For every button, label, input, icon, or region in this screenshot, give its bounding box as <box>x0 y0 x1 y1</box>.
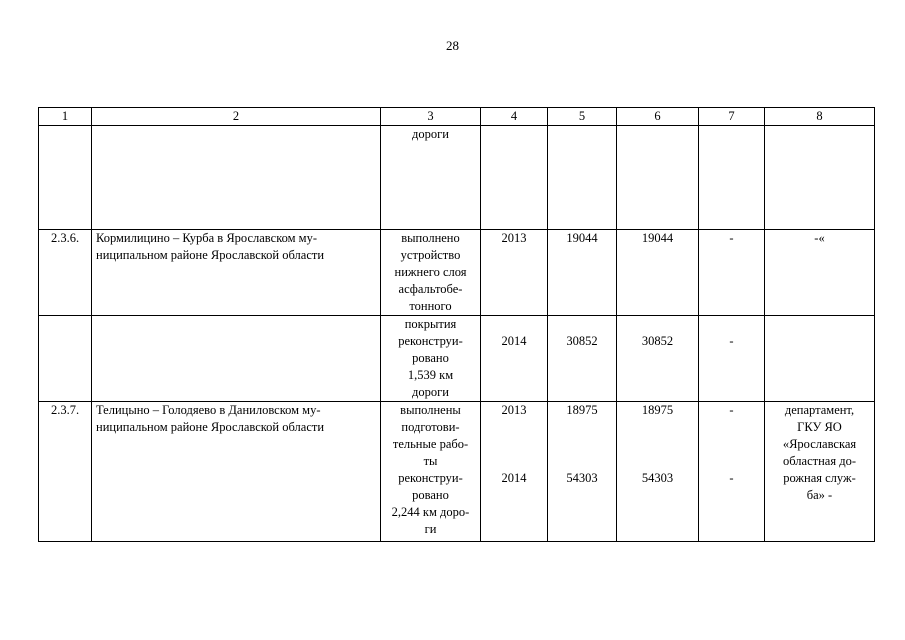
cell-col7: - <box>699 230 765 316</box>
object-name-line: Телицыно – Голодяево в Даниловском му- <box>96 403 321 417</box>
col7-value: - <box>729 471 734 485</box>
cell-col5 <box>548 402 617 542</box>
col5-value: 54303 <box>566 471 598 485</box>
cell-year <box>481 402 548 542</box>
responsible-line: рожная служ- <box>783 471 856 485</box>
work-line: устройство <box>400 248 461 262</box>
work-line: ровано <box>412 351 449 365</box>
cell-col5 <box>548 126 617 230</box>
work-line: нижнего слоя <box>394 265 467 279</box>
cell-year <box>481 126 548 230</box>
cell-object-name <box>92 126 381 230</box>
work-line: ги <box>424 522 437 536</box>
cell-col6 <box>617 126 699 230</box>
table-row <box>39 316 875 402</box>
table-row <box>39 126 875 230</box>
cell-work-description <box>381 126 481 230</box>
header-cell: 3 <box>381 108 481 126</box>
cell-object-name <box>92 316 381 402</box>
work-line: дороги <box>412 385 449 399</box>
work-line: 1,539 км <box>407 368 454 382</box>
header-cell: 7 <box>699 108 765 126</box>
cell-number <box>39 316 92 402</box>
cell-responsible <box>765 402 875 542</box>
header-row <box>39 108 875 126</box>
header-cell: 5 <box>548 108 617 126</box>
work-line: тельные рабо- <box>392 437 469 451</box>
header-cell: 8 <box>765 108 875 126</box>
cell-col5: 19044 <box>548 230 617 316</box>
col7-value: - <box>729 403 734 417</box>
cell-object-name <box>92 230 381 316</box>
cell-number: 2.3.6. <box>39 230 92 316</box>
cell-work-description <box>381 316 481 402</box>
col6-value: 54303 <box>641 471 674 485</box>
cell-work-description <box>381 230 481 316</box>
col5-value: 18975 <box>566 403 598 417</box>
cell-object-name <box>92 402 381 542</box>
work-line: реконструи- <box>398 471 463 485</box>
cell-number: 2.3.7. <box>39 402 92 542</box>
responsible-line: «Ярославская <box>782 437 857 451</box>
work-line: 2,244 км доро- <box>391 505 470 519</box>
object-name-line: Кормилицино – Курба в Ярославском му- <box>96 231 317 245</box>
cell-year: 2014 <box>481 316 548 402</box>
header-cell: 4 <box>481 108 548 126</box>
work-line: ты <box>423 454 438 468</box>
table-row <box>39 402 875 542</box>
cell-col7: - <box>699 316 765 402</box>
work-line: реконструи- <box>398 334 463 348</box>
cell-responsible <box>765 126 875 230</box>
work-line: выполнены <box>400 403 461 417</box>
cell-col6: 30852 <box>617 316 699 402</box>
cell-col7 <box>699 126 765 230</box>
year-value: 2014 <box>501 471 527 485</box>
work-line: выполнено <box>401 231 460 245</box>
cell-col6 <box>617 402 699 542</box>
responsible-line: ГКУ ЯО <box>797 420 842 434</box>
cell-col5: 30852 <box>548 316 617 402</box>
work-line: подготови- <box>401 420 460 434</box>
cell-col7 <box>699 402 765 542</box>
cell-responsible <box>765 316 875 402</box>
work-line: асфальтобе- <box>398 282 463 296</box>
cell-responsible: -« <box>765 230 875 316</box>
data-table <box>38 107 875 542</box>
work-line: ровано <box>412 488 449 502</box>
responsible-line: департамент, <box>784 403 855 417</box>
work-line: тонного <box>409 299 452 313</box>
header-cell: 6 <box>617 108 699 126</box>
object-name-line: ниципальном районе Ярославской области <box>96 420 325 434</box>
responsible-line: областная до- <box>783 454 856 468</box>
cell-year: 2013 <box>481 230 548 316</box>
work-line: покрытия <box>404 317 457 331</box>
cell-work-description <box>381 402 481 542</box>
responsible-line: ба» - <box>806 488 833 502</box>
cell-col6: 19044 <box>617 230 699 316</box>
table-row <box>39 230 875 316</box>
work-line: дороги <box>412 127 449 141</box>
cell-number <box>39 126 92 230</box>
year-value: 2013 <box>501 403 527 417</box>
header-cell: 2 <box>92 108 381 126</box>
col6-value: 18975 <box>641 403 674 417</box>
header-cell: 1 <box>39 108 92 126</box>
page-number: 28 <box>446 38 459 53</box>
object-name-line: ниципальном районе Ярославской области <box>96 248 325 262</box>
